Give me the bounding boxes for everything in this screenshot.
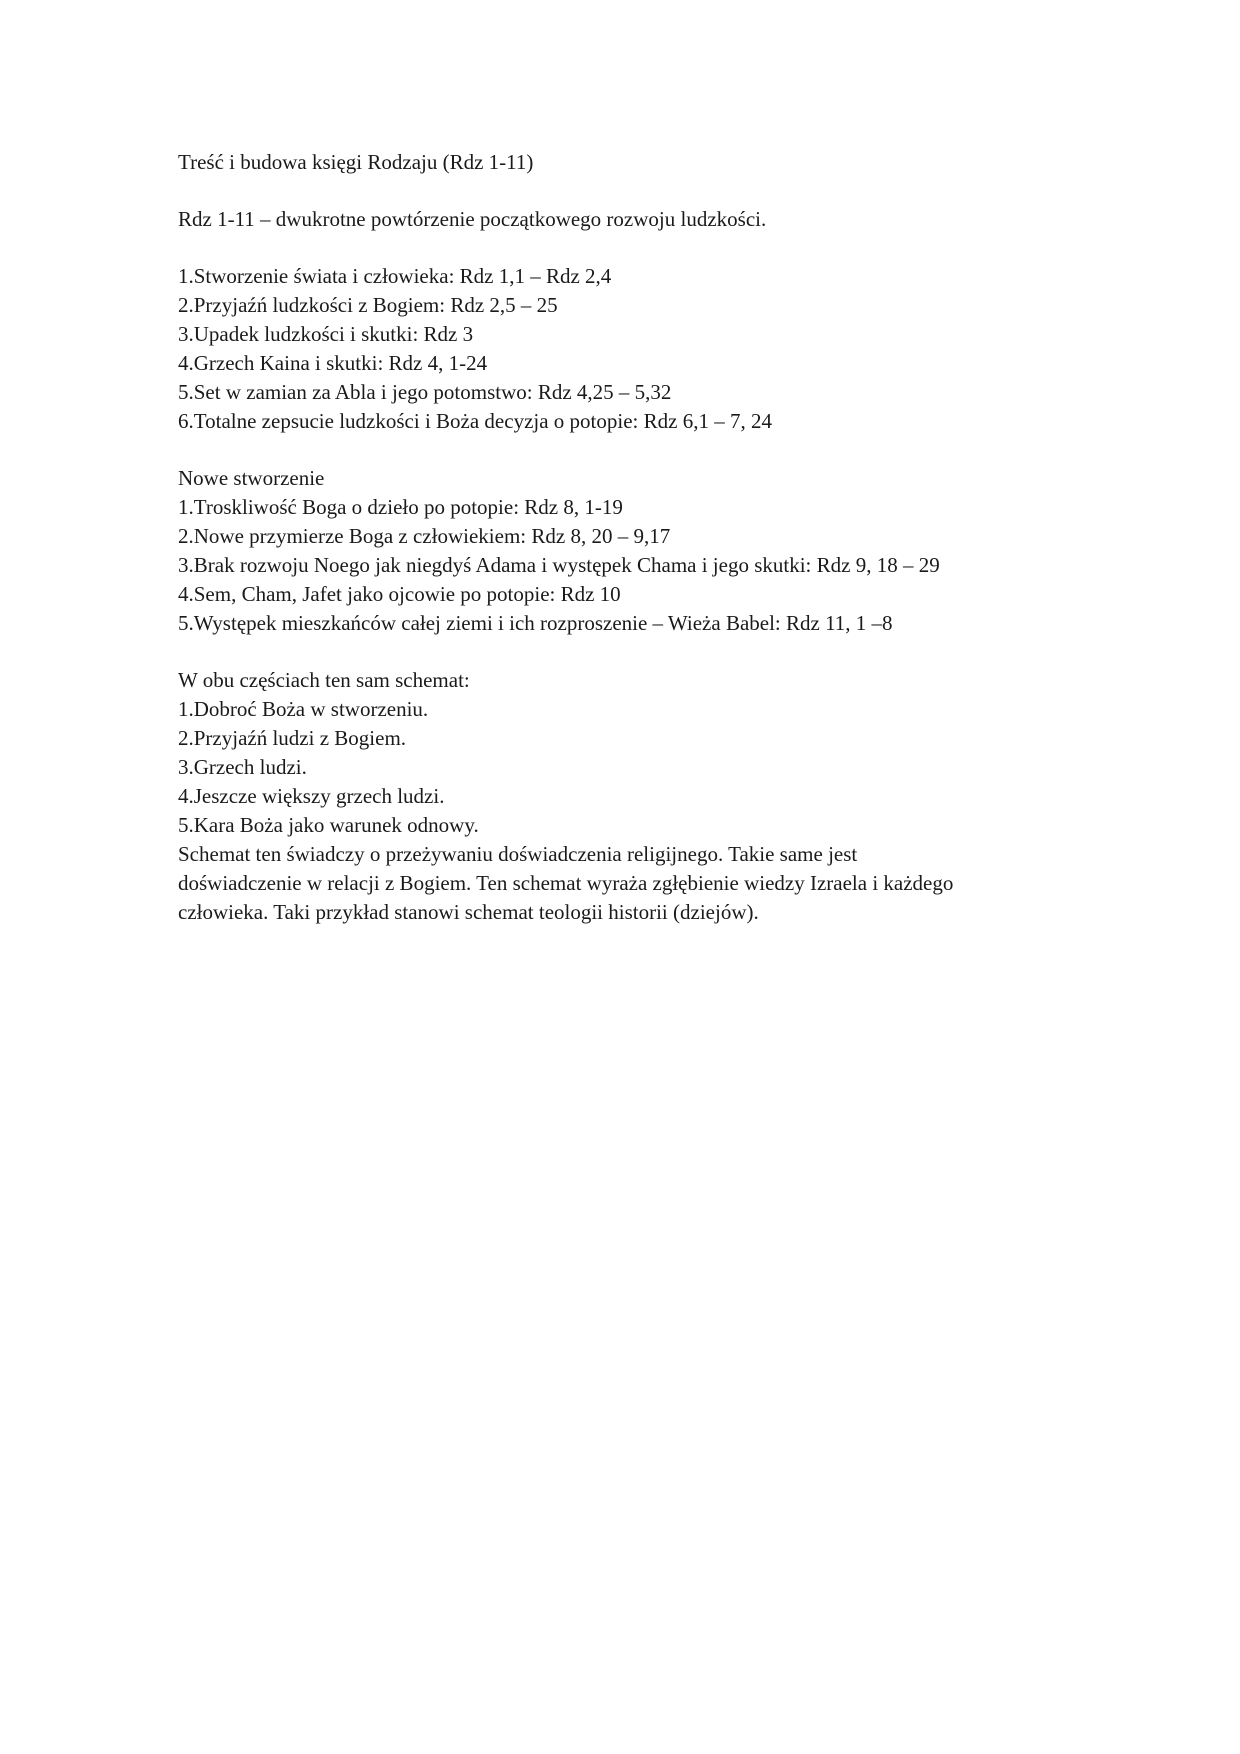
list-item: 6.Totalne zepsucie ludzkości i Boża decyzja o potopie: Rdz 6,1 – 7, 24 — [178, 409, 772, 433]
part2-section — [178, 464, 1118, 638]
list-item: 4.Jeszcze większy grzech ludzi. — [178, 784, 445, 808]
part1-list — [178, 262, 1118, 436]
paragraph-line: człowieka. Taki przykład stanowi schemat teologii historii (dziejów). — [178, 900, 759, 924]
part3-section — [178, 666, 1118, 927]
list-item: 5.Set w zamian za Abla i jego potomstwo: Rdz 4,25 – 5,32 — [178, 380, 672, 404]
section-heading: W obu częściach ten sam schemat: — [178, 668, 470, 692]
list-item: 1.Dobroć Boża w stworzeniu. — [178, 697, 429, 721]
list-item: 2.Nowe przymierze Boga z człowiekiem: Rdz 8, 20 – 9,17 — [178, 524, 671, 548]
intro-paragraph: Rdz 1-11 – dwukrotne powtórzenie początkowego rozwoju ludzkości. — [178, 207, 767, 231]
list-item: 5.Kara Boża jako warunek odnowy. — [178, 813, 479, 837]
list-item: 3.Upadek ludzkości i skutki: Rdz 3 — [178, 322, 474, 346]
spacer — [178, 177, 1118, 205]
document-title: Treść i budowa księgi Rodzaju (Rdz 1-11) — [178, 150, 534, 174]
closing-paragraph — [178, 840, 1113, 927]
list-item: 2.Przyjaźń ludzkości z Bogiem: Rdz 2,5 – 25 — [178, 293, 558, 317]
list-item: 4.Sem, Cham, Jafet jako ojcowie po potopie: Rdz 10 — [178, 582, 621, 606]
list-item: 1.Troskliwość Boga o dzieło po potopie: Rdz 8, 1-19 — [178, 495, 623, 519]
spacer — [178, 436, 1118, 464]
spacer — [178, 234, 1118, 262]
list-item: 5.Występek mieszkańców całej ziemi i ich rozproszenie – Wieża Babel: Rdz 11, 1 –8 — [178, 611, 893, 635]
list-item: 2.Przyjaźń ludzi z Bogiem. — [178, 726, 407, 750]
paragraph-line: doświadczenie w relacji z Bogiem. Ten schemat wyraża zgłębienie wiedzy Izraela i każdego — [178, 871, 954, 895]
paragraph-line: Schemat ten świadczy o przeżywaniu doświadczenia religijnego. Takie same jest — [178, 842, 858, 866]
list-item: 3.Brak rozwoju Noego jak niegdyś Adama i występek Chama i jego skutki: Rdz 9, 18 – 29 — [178, 553, 940, 577]
spacer — [178, 638, 1118, 666]
document-page — [178, 148, 1118, 927]
list-item: 1.Stworzenie świata i człowieka: Rdz 1,1 – Rdz 2,4 — [178, 264, 612, 288]
section-heading: Nowe stworzenie — [178, 466, 325, 490]
list-item: 4.Grzech Kaina i skutki: Rdz 4, 1-24 — [178, 351, 488, 375]
list-item: 3.Grzech ludzi. — [178, 755, 307, 779]
